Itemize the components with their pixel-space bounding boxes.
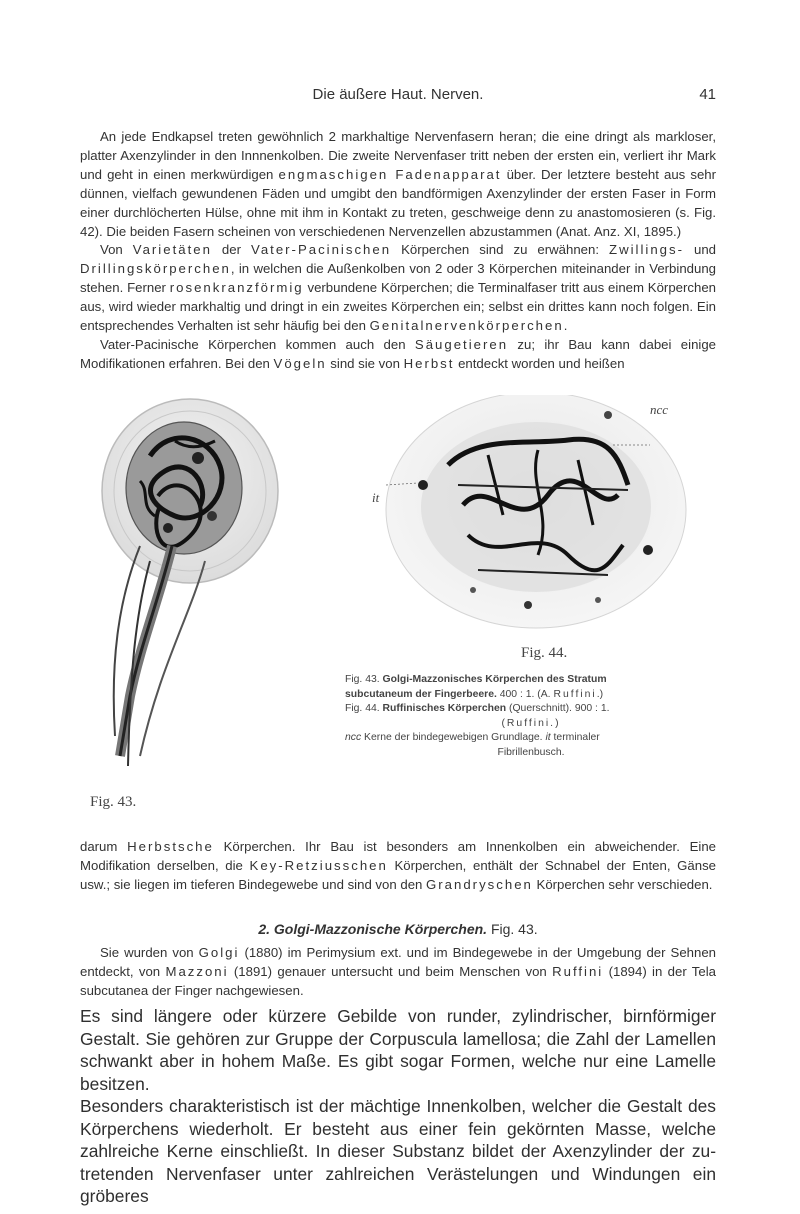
running-head — [80, 86, 716, 106]
section-heading: 2. Golgi-Mazzonische Körperchen. Fig. 43. — [258, 921, 538, 937]
figure-44-it-label: it — [372, 490, 380, 505]
text-block-large — [80, 1005, 716, 1208]
figure-43-illustration — [80, 396, 280, 776]
figure-44-ncc-label: ncc — [650, 402, 669, 417]
caption-line: Fig. 44. Ruffinisches Körperchen (Querschnitt). 900 : 1. — [345, 703, 610, 714]
caption-line: subcutaneum der Fingerbeere. 400 : 1. (A. Ruffini.) — [345, 688, 604, 700]
caption-line: Fibrillenbusch. — [497, 746, 565, 758]
text-block-section — [80, 944, 716, 1001]
paragraph: Vater-Pacinische Körperchen kommen auch den Säugetieren zu; ihr Bau kann dabei einige Modifikationen erfahren. Bei den Vögeln sind sie von Herbst entdeckt worden und heißen — [80, 336, 716, 371]
paragraph: Von Varietäten der Vater-Pacinischen Körperchen sind zu erwähnen: Zwillings- und Drillingskörperchen, in welchen die Außenkolben von 2 oder 3 Körperchen miteinander in Verbindung stehen. Ferner rosenkranzförmig verbundene Körperchen; die Terminalfaser tritt aus einem Körperchen aus, wird wieder markhaltig und dringt in ein zweites Körperchen ein; selbst ein drittes kann noch folgen. Ein entsprechendes Verhalten ist sehr häufig bei den Genitalnervenkörperchen. — [80, 242, 717, 334]
caption-line: (Ruffini.) — [501, 717, 561, 729]
paragraph: Es sind längere oder kürzere Gebilde von runder, zylindrischer, birnförmiger Gestalt. Sie gehören zur Gruppe der Corpuscula lamellosa; die Zahl der Lamellen schwankt aber in hohem Maße. Es gibt sogar Formen, welche nur eine Lamelle besitzen. — [80, 1006, 716, 1094]
paragraph: An jede Endkapsel treten gewöhnlich 2 markhaltige Nervenfasern heran; die eine dringt als markloser, platter Axenzylinder in den Innnenkolben. Die zweite Nervenfaser tritt neben der ersten ein, verliert ihr Mark und geht in einen merkwürdigen engmaschigen Fadenapparat über. Der letztere besteht aus sehr dünnen, vielfach gewundenen Fäden und umgibt den bandförmigen Axenzylinder der ersten Faser in Form einer durchlöcherten Hülse, ohne mit ihm in Kontakt zu treten, geschweige denn zu anastomosieren (s. Fig. 42). Die beiden Fasern scheinen von verschiedenen Nervenzellen abzustammen (Anat. Anz. XI, 1895.) — [80, 129, 717, 239]
text-block-top — [80, 128, 716, 374]
page-number: 41 — [699, 86, 716, 103]
figure-44-illustration — [368, 395, 698, 640]
figure-44-label: Fig. 44. — [521, 645, 568, 661]
figure-caption — [345, 673, 717, 760]
caption-line: Fig. 43. Golgi-Mazzonisches Körperchen des Stratum — [345, 674, 607, 685]
caption-line: ncc Kerne der bindegewebigen Grundlage. it terminaler — [345, 732, 600, 743]
paragraph: Sie wurden von Golgi (1880) im Perimysium ext. und im Bindegewebe in der Umgebung der Sehnen entdeckt, von Mazzoni (1891) genauer untersucht und beim Menschen von Ruffini (1894) in der Tela subcutanea der Finger nachgewiesen. — [80, 945, 717, 998]
figure-43-label: Fig. 43. — [90, 794, 137, 810]
paragraph: darum Herbstsche Körperchen. Ihr Bau ist besonders am Innenkolben ein abweichender. Eine Modifikation derselben, die Key-Retziusschen Körperchen, enthält der Schnabel der Enten, Gänse usw.; sie liegen im tieferen Bindegewebe und sind von den Grandryschen Körperchen sehr verschieden. — [80, 839, 716, 892]
running-title: Die äußere Haut. Nerven. — [312, 86, 484, 103]
text-block-middle — [80, 838, 716, 895]
paragraph: Besonders charakteristisch ist der mächtige Innenkolben, welcher die Gestalt des Körperchens wiederholt. Er besteht aus einer fein gekörnten Masse, welche zahlreiche Kerne einschließt. In dieser Substanz bildet der Axenzylinder der zu-tretenden Nervenfaser unter zahlreichen Verästelungen und Windungen ein gröberes — [80, 1096, 716, 1206]
